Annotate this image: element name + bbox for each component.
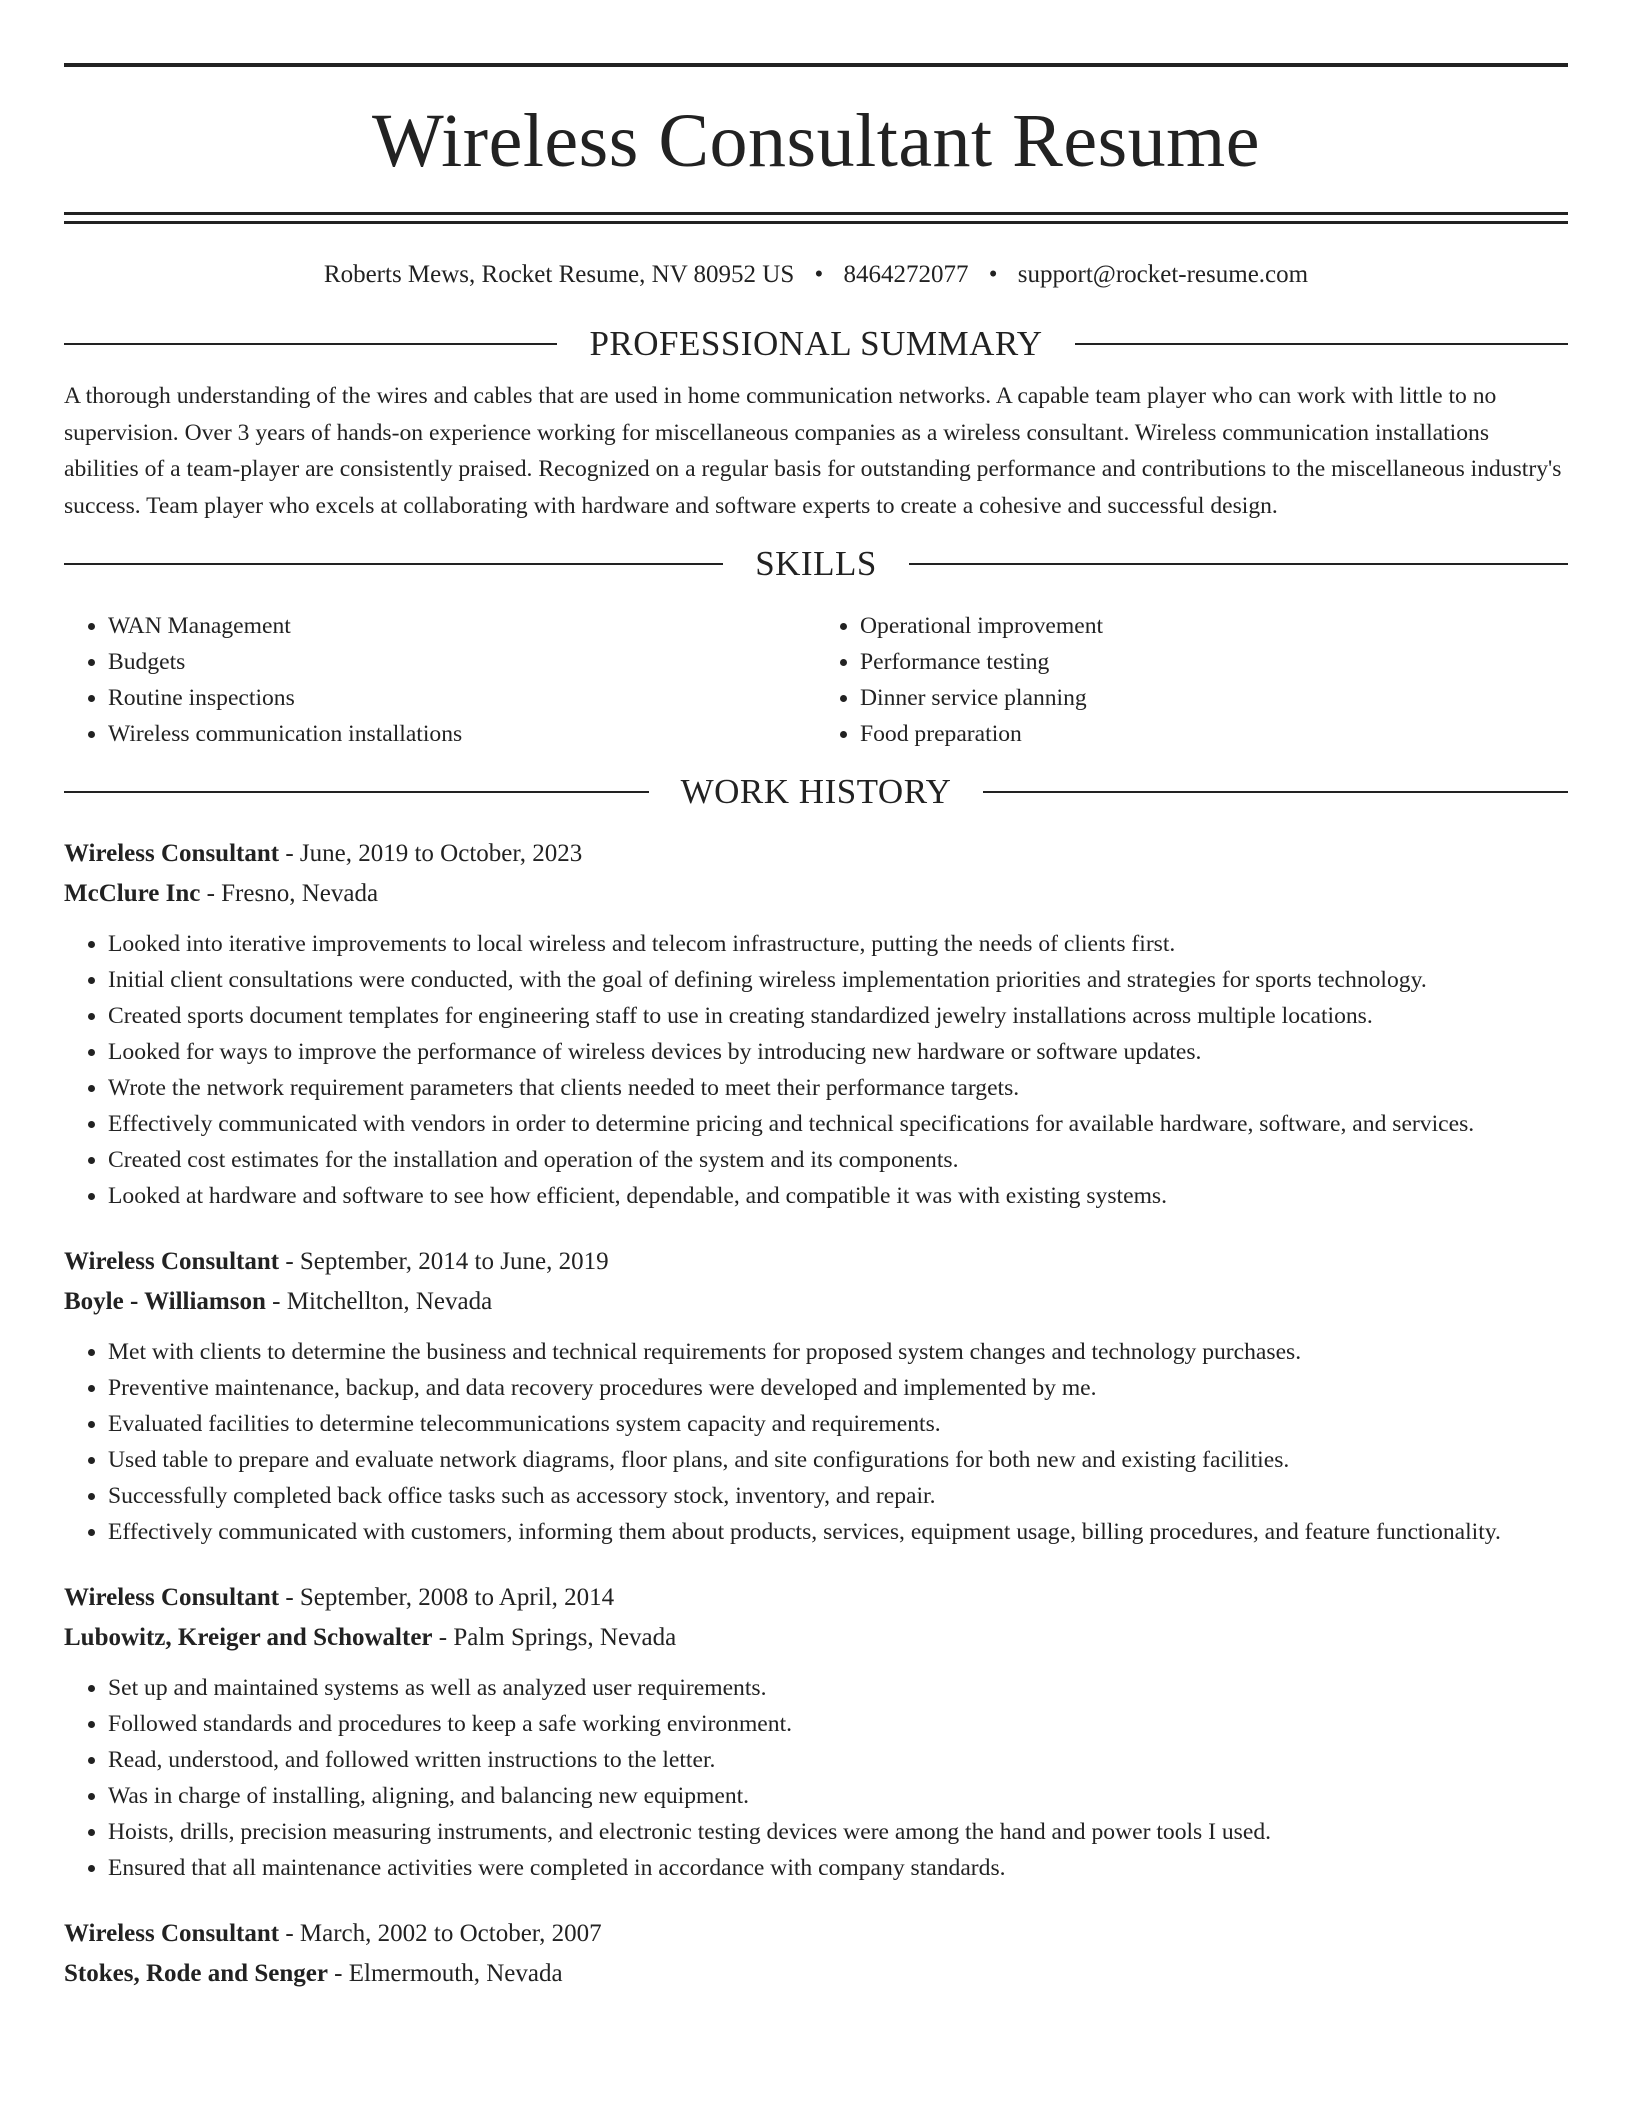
company-name: McClure Inc xyxy=(64,880,201,907)
work-heading-label: WORK HISTORY xyxy=(680,772,952,811)
job-bullets xyxy=(64,926,1568,1214)
company-name: Stokes, Rode and Senger xyxy=(64,1960,328,1987)
contact-separator: • xyxy=(988,261,998,288)
heading-rule xyxy=(1075,343,1568,345)
summary-text: A thorough understanding of the wires and cables that are used in home communication networks. A capable team player who can work with little to no supervision. Over 3 years of hands-on experience working for miscellaneous companies as a wireless consultant. Wireless communication installations abilities of a team-player are consistently praised. Recognized on a regular basis for outstanding performance and contributions to the miscellaneous industry's success. Team player who excels at collaborating with hardware and software experts to create a cohesive and successful design. xyxy=(64,383,1562,519)
job-title: Wireless Consultant xyxy=(64,840,280,867)
job-bullet: • Preventive maintenance, backup, and data recovery procedures were developed and implemented by me. xyxy=(108,1370,1568,1406)
summary-heading-label: PROFESSIONAL SUMMARY xyxy=(589,324,1043,363)
job-bullet: • Met with clients to determine the business and technical requirements for proposed system changes and technology purchases. xyxy=(108,1334,1568,1370)
contact-line xyxy=(64,260,1568,290)
skill-item: • Performance testing xyxy=(860,644,1568,680)
job-bullets xyxy=(64,1670,1568,1886)
company-line xyxy=(64,1282,1568,1322)
job-bullet: • Followed standards and procedures to keep a safe working environment. xyxy=(108,1706,1568,1742)
job-bullet: • Ensured that all maintenance activities were completed in accordance with company standards. xyxy=(108,1850,1568,1886)
contact-phone: 8464272077 xyxy=(843,261,969,288)
job-bullet: • Looked into iterative improvements to local wireless and telecom infrastructure, putting the needs of clients first. xyxy=(108,926,1568,962)
job-title-line xyxy=(64,1578,1568,1618)
job-entry xyxy=(64,1578,1568,1886)
company-line xyxy=(64,1954,1568,1994)
heading-rule xyxy=(64,563,723,565)
job-bullet: • Created cost estimates for the installation and operation of the system and its components. xyxy=(108,1142,1568,1178)
heading-rule xyxy=(909,563,1568,565)
summary-heading xyxy=(64,324,1568,364)
skill-item: • Routine inspections xyxy=(108,680,816,716)
contact-email: support@rocket-resume.com xyxy=(1017,261,1309,288)
job-bullet: • Initial client consultations were conducted, with the goal of defining wireless implementation priorities and strategies for sports technology. xyxy=(108,962,1568,998)
skill-item: • Food preparation xyxy=(860,716,1568,752)
job-bullet: • Set up and maintained systems as well as analyzed user requirements. xyxy=(108,1670,1568,1706)
skills-heading xyxy=(64,544,1568,584)
skill-item: • Operational improvement xyxy=(860,608,1568,644)
company-location: - Elmermouth, Nevada xyxy=(327,1960,563,1987)
skill-item: • Wireless communication installations xyxy=(108,716,816,752)
job-bullet: • Wrote the network requirement parameters that clients needed to meet their performance targets. xyxy=(108,1070,1568,1106)
job-title: Wireless Consultant xyxy=(64,1584,280,1611)
skills-column-right xyxy=(816,608,1568,752)
contact-separator: • xyxy=(814,261,824,288)
heading-rule xyxy=(983,791,1568,793)
heading-rule xyxy=(64,343,557,345)
job-bullet: • Evaluated facilities to determine telecommunications system capacity and requirements. xyxy=(108,1406,1568,1442)
job-title-line xyxy=(64,1914,1568,1954)
contact-address: Roberts Mews, Rocket Resume, NV 80952 US xyxy=(323,261,795,288)
job-dates: - March, 2002 to October, 2007 xyxy=(279,1920,602,1947)
job-bullet: • Created sports document templates for engineering staff to use in creating standardized jewelry installations across multiple locations. xyxy=(108,998,1568,1034)
company-location: - Mitchellton, Nevada xyxy=(265,1288,493,1315)
job-entry xyxy=(64,1914,1568,1994)
job-bullet: • Hoists, drills, precision measuring instruments, and electronic testing devices were among the hand and power tools I used. xyxy=(108,1814,1568,1850)
skill-item: • Dinner service planning xyxy=(860,680,1568,716)
skill-item: • Budgets xyxy=(108,644,816,680)
job-dates: - September, 2014 to June, 2019 xyxy=(279,1248,609,1275)
job-bullet: • Used table to prepare and evaluate network diagrams, floor plans, and site configurations for both new and existing facilities. xyxy=(108,1442,1568,1478)
job-bullet: • Successfully completed back office tasks such as accessory stock, inventory, and repair. xyxy=(108,1478,1568,1514)
job-bullets xyxy=(64,1334,1568,1550)
company-name: Lubowitz, Kreiger and Schowalter xyxy=(64,1624,433,1651)
job-bullet: • Effectively communicated with customers, informing them about products, services, equipment usage, billing procedures, and feature functionality. xyxy=(108,1514,1568,1550)
job-title: Wireless Consultant xyxy=(64,1248,280,1275)
company-location: - Palm Springs, Nevada xyxy=(432,1624,677,1651)
work-heading xyxy=(64,772,1568,812)
company-name: Boyle - Williamson xyxy=(64,1288,266,1315)
job-bullet: • Read, understood, and followed written instructions to the letter. xyxy=(108,1742,1568,1778)
job-bullet: • Looked at hardware and software to see how efficient, dependable, and compatible it was with existing systems. xyxy=(108,1178,1568,1214)
resume-page xyxy=(64,0,1568,2022)
job-bullet: • Effectively communicated with vendors in order to determine pricing and technical specifications for available hardware, software, and services. xyxy=(108,1106,1568,1142)
job-entry xyxy=(64,1242,1568,1550)
job-title-line xyxy=(64,834,1568,874)
resume-title: Wireless Consultant Resume xyxy=(371,99,1261,183)
job-dates: - September, 2008 to April, 2014 xyxy=(279,1584,615,1611)
skills-column-left xyxy=(64,608,816,752)
job-bullet: • Looked for ways to improve the performance of wireless devices by introducing new hardware or software updates. xyxy=(108,1034,1568,1070)
company-line xyxy=(64,1618,1568,1658)
top-rule xyxy=(64,63,1568,67)
company-location: - Fresno, Nevada xyxy=(200,880,379,907)
title-double-rule xyxy=(64,212,1568,224)
job-entry xyxy=(64,834,1568,1214)
job-title-line xyxy=(64,1242,1568,1282)
skill-item: • WAN Management xyxy=(108,608,816,644)
job-dates: - June, 2019 to October, 2023 xyxy=(279,840,583,867)
job-title: Wireless Consultant xyxy=(64,1920,280,1947)
job-bullet: • Was in charge of installing, aligning, and balancing new equipment. xyxy=(108,1778,1568,1814)
skills-heading-label: SKILLS xyxy=(755,544,877,583)
work-history-list xyxy=(64,834,1568,1994)
company-line xyxy=(64,874,1568,914)
skills-list xyxy=(64,608,1568,752)
heading-rule xyxy=(64,791,649,793)
